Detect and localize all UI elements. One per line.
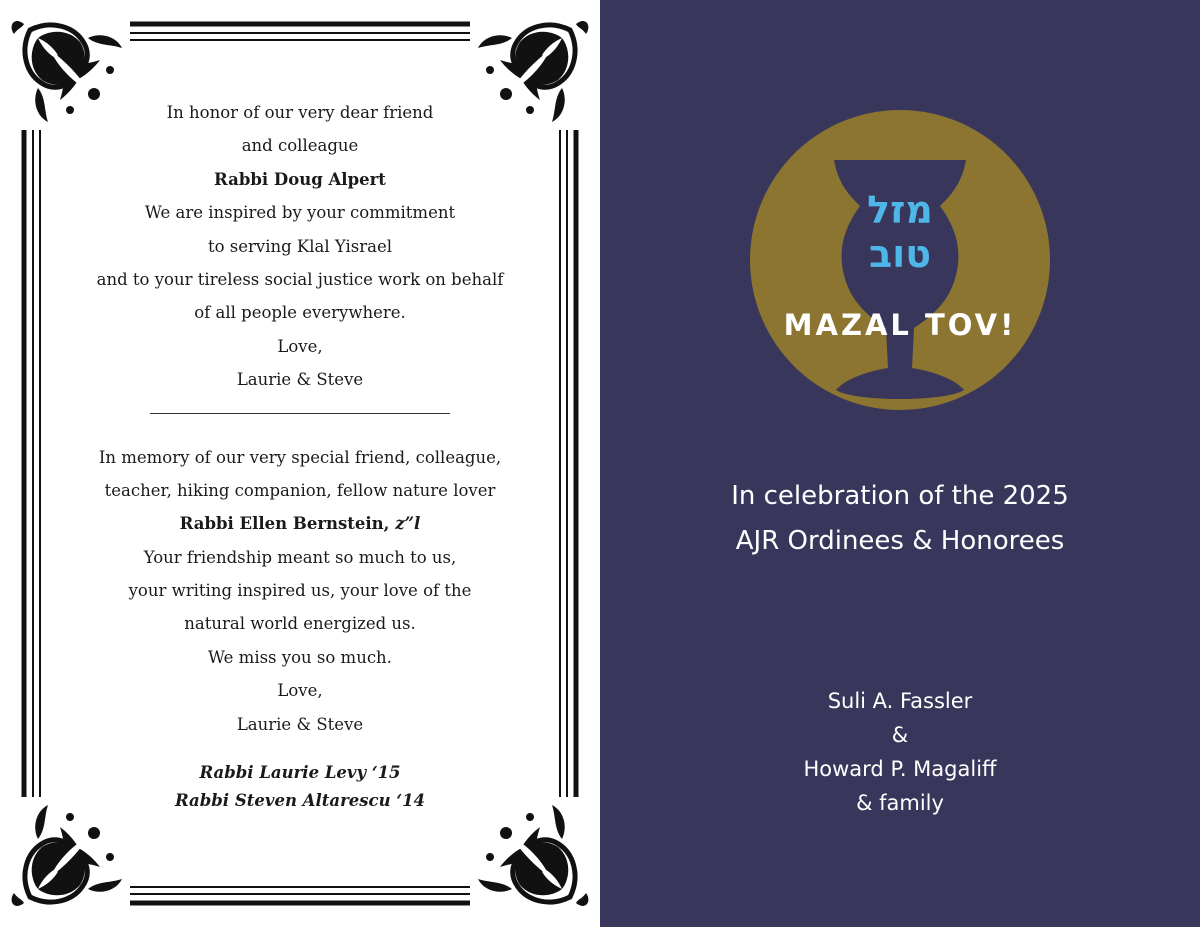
tribute-two-message: your writing inspired us, your love of the [128,581,472,601]
tribute-one-message: to serving Klal Yisrael [207,236,393,256]
giver-line: & family [856,791,944,815]
tribute-one-message: We are inspired by your commitment [144,203,456,223]
tribute-two-line: In memory of our very special friend, colleague, [98,447,502,467]
tribute-one-message: of all people everywhere. [194,303,406,323]
tribute-two-closing: Love, [277,681,323,701]
hebrew-mazal: מזל [867,188,933,232]
tribute-one-closing: Love, [277,336,323,356]
giver-line: & [891,723,909,747]
tribute-one-line: and colleague [241,136,359,156]
honoree-name: Rabbi Doug Alpert [214,169,386,189]
tribute-two-message: natural world energized us. [184,614,416,634]
mazal-tov-caption: MAZAL TOV! [783,308,1017,342]
tribute-two-from: Laurie & Steve [236,714,364,734]
tribute-one-from: Laurie & Steve [236,370,364,390]
tribute-two-message: We miss you so much. [208,647,392,667]
tribute-two-line: teacher, hiking companion, fellow nature lover [104,480,496,500]
signature-line: Rabbi Laurie Levy ‘15 [199,763,401,783]
celebration-line: In celebration of the 2025 [731,481,1069,511]
giver-line: Suli A. Fassler [827,689,973,713]
signature-gap [60,741,540,759]
mazal-tov-page [600,0,1200,927]
section-divider [150,413,450,414]
giver-line: Howard P. Magaliff [803,757,997,781]
memorial-honoree: Rabbi Ellen Bernstein, [179,514,390,534]
memorial-suffix: z”l [395,514,421,534]
tribute-one-message: and to your tireless social justice work on behalf [96,269,504,289]
tribute-one-line: In honor of our very dear friend [166,103,434,122]
dedication-text [60,96,540,815]
celebration-line: AJR Ordinees & Honorees [735,526,1065,556]
tribute-two-message: Your friendship meant so much to us, [143,547,457,567]
hebrew-tov: טוב [868,232,932,276]
signature-line: Rabbi Steven Altarescu ‘14 [174,791,426,811]
givers-block [600,684,1200,820]
celebration-heading [600,474,1200,564]
memorial-name [60,507,540,540]
